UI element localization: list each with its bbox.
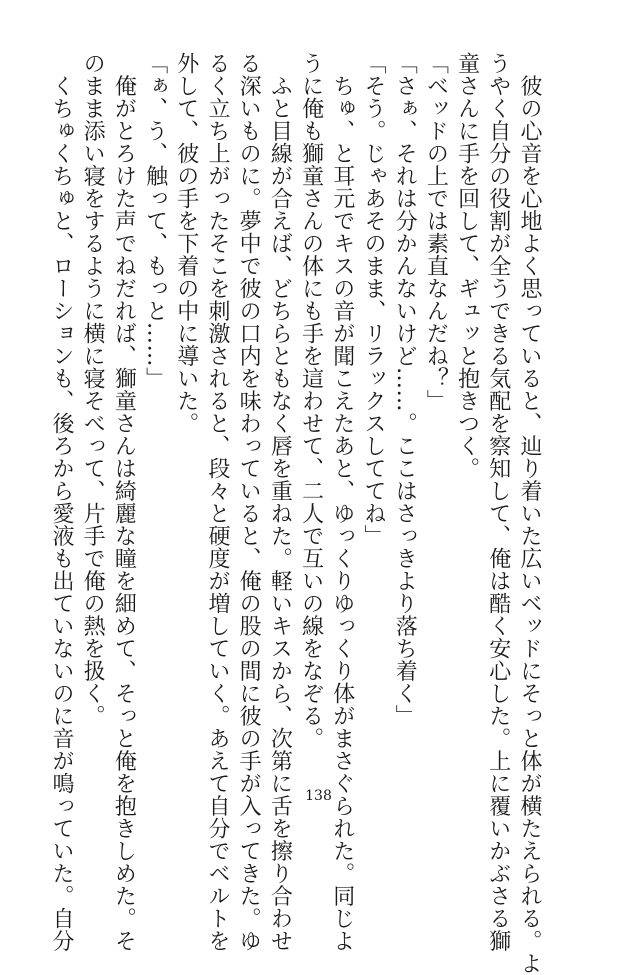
text-line: る深いものに。夢中で彼の口内を味わっていると、俺の股の間に彼の手が入ってきた。ゆ (236, 52, 262, 952)
text-line: 「ぁ、う、触って、もっと……」 (142, 52, 168, 390)
text-line: 「さぁ、それは分かんないけど……。ここはさっきより落ち着く」 (392, 52, 418, 727)
text-line: ちゅ、と耳元でキスの音が聞こえたあと、ゆっくりゆっくり体がまさぐられた。同じよ (329, 52, 355, 952)
text-line: 「そう。じゃあそのまま、リラックスしててね」 (360, 52, 386, 547)
text-line: 彼の心音を心地よく思っていると、辿り着いた広いベッドにそっと体が横たえられる。よ (517, 52, 542, 975)
text-line: くちゅくちゅと、ローションも、後ろから愛液も出ていないのに音が鳴っていた。自分 (48, 52, 74, 952)
text-line: のまま添い寝をするように横に寝そべって、片手で俺の熱を扱く。 (80, 52, 106, 727)
text-line: うに俺も獅童さんの体にも手を這わせて、二人で互いの線をなぞる。 (298, 52, 324, 750)
text-line: 俺がとろけた声でねだれば、獅童さんは綺麗な瞳を細めて、そっと俺を抱きしめた。そ (111, 52, 137, 952)
page-number: 138 (305, 788, 332, 804)
text-line: るく立ち上がったそこを刺激されると、段々と硬度が増していく。あえて自分でベルトを (204, 52, 230, 952)
text-line: 「ベッドの上では素直なんだね？」 (423, 52, 449, 412)
text-line: 外して、彼の手を下着の中に導いた。 (173, 52, 199, 435)
text-line: ふと目線が合えば、どちらともなく唇を重ねた。軽いキスから、次第に舌を擦り合わせ (267, 52, 293, 952)
text-line: うやく自分の役割が全うできる気配を察知して、俺は酷く安心した。上に覆いかぶさる獅 (485, 52, 511, 952)
text-line: 童さんに手を回して、ギュッと抱きつく。 (454, 52, 480, 480)
